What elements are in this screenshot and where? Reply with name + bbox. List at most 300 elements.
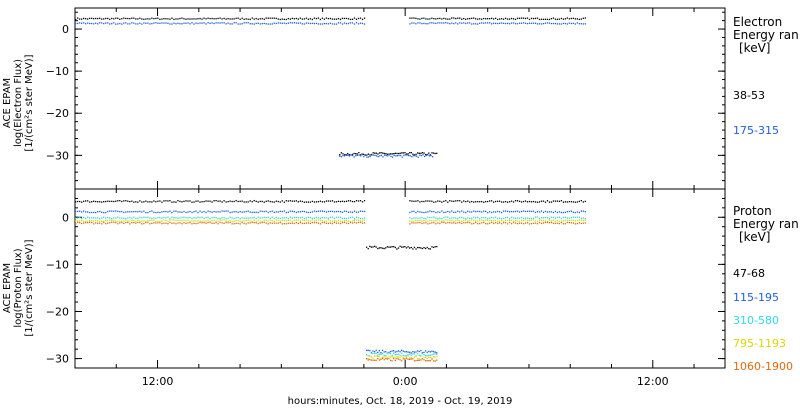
proton-series-115-195-point: [81, 211, 82, 212]
proton-series-310-580-point: [159, 217, 160, 218]
electron-series-175-315-point: [235, 22, 236, 23]
electron-series-175-315-point: [250, 23, 251, 24]
electron-series-38-53-point: [89, 18, 90, 19]
proton-series-310-580-point: [79, 217, 80, 218]
electron-series-175-315-point: [551, 23, 552, 24]
proton-series-115-195-point: [441, 210, 442, 211]
proton-series-115-195-point: [585, 211, 586, 212]
proton-series-310-580-point: [409, 217, 410, 218]
proton-series-47-68-point: [163, 200, 164, 201]
proton-series-1060-1900-point: [302, 223, 303, 224]
proton-series-310-580-point: [511, 217, 512, 218]
electron-series-38-53-point: [409, 18, 410, 19]
proton-series-795-1193-point: [473, 220, 474, 221]
proton-series-47-68-point: [308, 201, 309, 202]
proton-series-310-580-point: [119, 217, 120, 218]
proton-series-795-1193-point: [147, 220, 148, 221]
proton-series-115-195-point: [89, 212, 90, 213]
proton-series-47-68-point: [443, 201, 444, 202]
electron-series-38-53-point: [135, 18, 136, 19]
proton-series-47-68-point: [175, 202, 176, 203]
electron-series-175-315-point: [183, 23, 184, 24]
proton-series-795-1193-point: [435, 220, 436, 221]
proton-series-1060-1900-point: [455, 223, 456, 224]
proton-series-310-580-point: [310, 217, 311, 218]
proton-series-795-1193-point: [302, 219, 303, 220]
proton-series-1060-1900-point: [109, 222, 110, 223]
proton-series-310-580-point: [147, 217, 148, 218]
proton-series-1060-1900-point: [541, 223, 542, 224]
proton-series-47-68-point: [427, 200, 428, 201]
electron-series-38-53-point: [207, 18, 208, 19]
proton-series-310-580-point: [551, 217, 552, 218]
electron-series-175-315-dropout-point: [339, 155, 340, 156]
electron-series-38-53-dropout-point: [415, 154, 416, 155]
proton-series-47-68-point: [539, 201, 540, 202]
proton-series-310-580-point: [421, 217, 422, 218]
proton-series-115-195-point: [292, 211, 293, 212]
proton-series-1060-1900-point: [533, 223, 534, 224]
electron-series-175-315-point: [314, 23, 315, 24]
electron-series-175-315-point: [324, 23, 325, 24]
proton-series-1060-1900-point: [258, 223, 259, 224]
electron-series-175-315-point: [185, 23, 186, 24]
proton-series-47-68-point: [537, 202, 538, 203]
proton-series-310-580-dropout-point: [376, 353, 377, 354]
proton-series-310-580-point: [455, 217, 456, 218]
proton-series-47-68-point: [455, 200, 456, 201]
proton-series-115-195-point: [143, 211, 144, 212]
electron-series-38-53-point: [328, 18, 329, 19]
proton-series-1060-1900-dropout-point: [428, 360, 429, 361]
electron-series-38-53-point: [431, 18, 432, 19]
proton-series-795-1193-point: [415, 220, 416, 221]
proton-series-795-1193-point: [346, 220, 347, 221]
proton-series-47-68-dropout-point: [376, 246, 377, 247]
proton-series-47-68-dropout-point: [387, 246, 388, 247]
proton-series-115-195-point: [477, 211, 478, 212]
proton-series-47-68-point: [350, 200, 351, 201]
electron-series-175-315-point: [481, 22, 482, 23]
proton-series-310-580-point: [143, 217, 144, 218]
electron-series-175-315-dropout-point: [376, 155, 377, 156]
proton-series-47-68-dropout-point: [415, 248, 416, 249]
electron-series-38-53-point: [107, 18, 108, 19]
proton-series-310-580-point: [332, 217, 333, 218]
proton-series-795-1193-point: [145, 221, 146, 222]
electron-series-175-315-point: [308, 23, 309, 24]
proton-series-47-68-point: [503, 201, 504, 202]
electron-series-175-315-point: [306, 22, 307, 23]
proton-series-310-580-dropout-point: [417, 353, 418, 354]
proton-series-47-68-point: [330, 200, 331, 201]
proton-series-310-580-point: [583, 217, 584, 218]
proton-series-47-68-point: [151, 201, 152, 202]
electron-series-38-53-point: [547, 19, 548, 20]
proton-series-115-195-point: [169, 211, 170, 212]
proton-series-115-195-point: [266, 211, 267, 212]
proton-series-115-195-point: [139, 211, 140, 212]
proton-series-1060-1900-point: [503, 222, 504, 223]
proton-series-115-195-point: [435, 212, 436, 213]
proton-series-115-195-point: [545, 211, 546, 212]
proton-series-115-195-point: [254, 212, 255, 213]
proton-series-795-1193-point: [453, 221, 454, 222]
electron-series-175-315-point: [173, 23, 174, 24]
electron-series-38-53-point: [97, 18, 98, 19]
proton-series-795-1193-point: [352, 220, 353, 221]
proton-series-310-580-point: [497, 218, 498, 219]
proton-series-310-580-point: [264, 217, 265, 218]
proton-series-47-68-point: [461, 202, 462, 203]
electron-series-175-315-dropout-point: [408, 155, 409, 156]
proton-series-1060-1900-point: [583, 223, 584, 224]
proton-series-47-68-point: [429, 200, 430, 201]
proton-series-115-195-point: [233, 211, 234, 212]
electron-series-38-53-point: [531, 18, 532, 19]
proton-legend-item-310-580: 310-580: [733, 314, 779, 327]
electron-series-175-315-point: [521, 23, 522, 24]
electron-series-175-315-dropout-point: [363, 156, 364, 157]
electron-series-175-315-point: [143, 22, 144, 23]
electron-series-38-53-point: [262, 18, 263, 19]
proton-series-310-580-point: [423, 218, 424, 219]
proton-series-310-580-point: [326, 217, 327, 218]
proton-series-115-195-point: [203, 211, 204, 212]
proton-series-795-1193-dropout-point: [371, 356, 372, 357]
proton-series-310-580-point: [537, 216, 538, 217]
proton-series-47-68-point: [89, 201, 90, 202]
proton-series-310-580-point: [411, 218, 412, 219]
proton-series-310-580-dropout-point: [391, 355, 392, 356]
proton-series-310-580-point: [133, 216, 134, 217]
proton-series-47-68-point: [471, 201, 472, 202]
electron-series-175-315-point: [326, 23, 327, 24]
proton-series-1060-1900-point: [563, 223, 564, 224]
proton-series-47-68-point: [469, 201, 470, 202]
electron-y-tick-label: −10: [45, 65, 69, 79]
proton-series-795-1193-point: [205, 221, 206, 222]
proton-series-115-195-point: [298, 211, 299, 212]
electron-series-175-315-dropout-point: [403, 155, 404, 156]
proton-series-47-68-point: [477, 201, 478, 202]
electron-series-175-315-point: [459, 22, 460, 23]
electron-series-38-53-point: [193, 18, 194, 19]
proton-series-47-68-point: [244, 201, 245, 202]
proton-series-115-195-dropout-point: [420, 350, 421, 351]
proton-series-115-195-point: [447, 211, 448, 212]
proton-series-1060-1900-dropout-point: [369, 359, 370, 360]
electron-series-38-53-point: [515, 19, 516, 20]
proton-series-115-195-dropout-point: [401, 350, 402, 351]
proton-series-47-68-point: [179, 201, 180, 202]
proton-series-310-580-point: [165, 217, 166, 218]
proton-series-47-68-point: [99, 201, 100, 202]
electron-series-175-315-point: [97, 23, 98, 24]
proton-series-310-580-dropout-point: [430, 355, 431, 356]
proton-series-1060-1900-point: [187, 222, 188, 223]
electron-series-175-315-dropout-point: [427, 154, 428, 155]
proton-series-1060-1900-dropout-point: [431, 358, 432, 359]
electron-series-175-315-point: [83, 22, 84, 23]
electron-series-175-315-point: [569, 23, 570, 24]
proton-series-47-68-point: [360, 200, 361, 201]
proton-series-1060-1900-point: [95, 222, 96, 223]
proton-series-47-68-dropout-point: [420, 247, 421, 248]
proton-series-1060-1900-point: [268, 223, 269, 224]
electron-series-175-315-point: [238, 23, 239, 24]
electron-series-38-53-point: [163, 18, 164, 19]
electron-series-175-315-point: [117, 23, 118, 24]
electron-series-175-315-dropout-point: [389, 154, 390, 155]
electron-ylabel-line3: [1/(cm²s ster MeV)]: [24, 54, 35, 152]
proton-series-310-580-point: [246, 218, 247, 219]
proton-series-310-580-point: [306, 217, 307, 218]
proton-series-115-195-point: [421, 212, 422, 213]
electron-series-38-53-dropout-point: [420, 153, 421, 154]
proton-series-795-1193-point: [193, 220, 194, 221]
proton-series-795-1193-point: [585, 219, 586, 220]
electron-series-38-53-point: [555, 19, 556, 20]
electron-series-38-53-point: [173, 19, 174, 20]
proton-series-795-1193-point: [121, 221, 122, 222]
proton-series-310-580-point: [244, 218, 245, 219]
electron-series-175-315-point: [531, 23, 532, 24]
proton-series-310-580-point: [429, 217, 430, 218]
proton-series-1060-1900-point: [225, 222, 226, 223]
proton-series-115-195-point: [115, 210, 116, 211]
electron-series-38-53-point: [143, 19, 144, 20]
electron-series-175-315-point: [559, 23, 560, 24]
electron-series-38-53-point: [83, 18, 84, 19]
proton-series-795-1193-point: [207, 220, 208, 221]
proton-series-115-195-point: [519, 211, 520, 212]
proton-series-1060-1900-point: [231, 223, 232, 224]
proton-series-795-1193-point: [531, 220, 532, 221]
electron-series-175-315-point: [455, 22, 456, 23]
electron-series-175-315-point: [246, 22, 247, 23]
electron-series-175-315-dropout-point: [426, 155, 427, 156]
proton-series-310-580-point: [437, 218, 438, 219]
proton-series-1060-1900-point: [519, 223, 520, 224]
proton-series-47-68-point: [338, 201, 339, 202]
proton-series-115-195-point: [250, 211, 251, 212]
proton-series-1060-1900-point: [326, 223, 327, 224]
electron-series-38-53-point: [171, 17, 172, 18]
proton-series-1060-1900-point: [505, 222, 506, 223]
electron-series-38-53-dropout-point: [339, 154, 340, 155]
proton-series-1060-1900-point: [272, 223, 273, 224]
proton-series-795-1193-point: [545, 220, 546, 221]
proton-series-795-1193-dropout-point: [399, 357, 400, 358]
proton-series-310-580-point: [539, 218, 540, 219]
proton-series-795-1193-dropout-point: [419, 358, 420, 359]
proton-series-1060-1900-point: [358, 222, 359, 223]
electron-series-38-53-dropout-point: [431, 152, 432, 153]
proton-series-1060-1900-point: [211, 223, 212, 224]
electron-series-175-315-point: [535, 23, 536, 24]
proton-series-47-68-point: [411, 200, 412, 201]
proton-series-115-195-point: [362, 211, 363, 212]
electron-series-38-53-dropout-point: [422, 152, 423, 153]
electron-series-38-53-point: [439, 18, 440, 19]
proton-series-1060-1900-point: [137, 222, 138, 223]
electron-series-38-53-point: [457, 18, 458, 19]
electron-series-175-315-point: [290, 22, 291, 23]
proton-series-115-195-point: [155, 212, 156, 213]
proton-series-47-68-point: [129, 201, 130, 202]
proton-series-47-68-point: [195, 201, 196, 202]
proton-series-115-195-dropout-point: [425, 350, 426, 351]
proton-series-795-1193-point: [485, 220, 486, 221]
proton-series-310-580-point: [527, 217, 528, 218]
proton-series-115-195-point: [177, 211, 178, 212]
proton-series-795-1193-point: [344, 220, 345, 221]
proton-series-310-580-point: [328, 218, 329, 219]
proton-series-47-68-dropout-point: [374, 246, 375, 247]
proton-series-47-68-dropout-point: [425, 248, 426, 249]
proton-series-795-1193-point: [481, 220, 482, 221]
proton-series-47-68-point: [513, 201, 514, 202]
proton-series-115-195-point: [201, 212, 202, 213]
proton-series-795-1193-point: [439, 220, 440, 221]
electron-series-175-315-dropout-point: [429, 155, 430, 156]
electron-series-38-53-dropout-point: [392, 153, 393, 154]
proton-series-795-1193-point: [563, 220, 564, 221]
proton-series-47-68-point: [254, 200, 255, 201]
proton-series-47-68-point: [157, 201, 158, 202]
proton-series-310-580-point: [274, 218, 275, 219]
proton-series-47-68-point: [169, 200, 170, 201]
electron-series-175-315-point: [272, 23, 273, 24]
proton-series-795-1193-point: [465, 219, 466, 220]
proton-series-1060-1900-point: [419, 222, 420, 223]
proton-series-115-195-point: [352, 212, 353, 213]
proton-series-310-580-point: [344, 218, 345, 219]
proton-series-310-580-point: [362, 218, 363, 219]
electron-series-175-315-point: [81, 23, 82, 24]
proton-series-1060-1900-point: [312, 222, 313, 223]
electron-series-38-53-point: [161, 18, 162, 19]
electron-series-38-53-point: [231, 18, 232, 19]
electron-series-175-315-point: [169, 23, 170, 24]
proton-series-47-68-point: [415, 201, 416, 202]
proton-series-310-580-point: [463, 217, 464, 218]
proton-series-795-1193-point: [318, 219, 319, 220]
proton-series-115-195-dropout-point: [368, 350, 369, 351]
proton-series-310-580-point: [242, 217, 243, 218]
proton-series-310-580-point: [579, 217, 580, 218]
electron-series-38-53-point: [197, 18, 198, 19]
proton-series-310-580-dropout-point: [368, 355, 369, 356]
proton-series-1060-1900-dropout-point: [406, 358, 407, 359]
proton-series-47-68-point: [296, 200, 297, 201]
electron-series-38-53-point: [429, 18, 430, 19]
proton-series-47-68-dropout-point: [369, 246, 370, 247]
proton-series-795-1193-point: [87, 221, 88, 222]
proton-series-310-580-point: [312, 218, 313, 219]
proton-series-47-68-point: [250, 200, 251, 201]
proton-series-310-580-dropout-point: [403, 355, 404, 356]
proton-series-47-68-dropout-point: [382, 248, 383, 249]
electron-series-175-315-dropout-point: [368, 156, 369, 157]
proton-series-47-68-dropout-point: [398, 247, 399, 248]
proton-series-795-1193-point: [103, 221, 104, 222]
electron-series-175-315-point: [487, 22, 488, 23]
electron-series-175-315-dropout-point: [394, 155, 395, 156]
proton-series-795-1193-point: [503, 221, 504, 222]
proton-series-795-1193-point: [213, 219, 214, 220]
proton-series-47-68-point: [579, 201, 580, 202]
proton-series-47-68-point: [185, 200, 186, 201]
proton-series-1060-1900-point: [298, 223, 299, 224]
proton-series-795-1193-point: [280, 220, 281, 221]
proton-series-47-68-point: [497, 201, 498, 202]
proton-series-1060-1900-point: [511, 223, 512, 224]
proton-series-47-68-point: [147, 201, 148, 202]
electron-series-175-315-point: [276, 23, 277, 24]
electron-series-38-53-dropout-point: [358, 152, 359, 153]
electron-series-175-315-point: [288, 23, 289, 24]
proton-series-310-580-point: [545, 217, 546, 218]
proton-series-47-68-point: [336, 201, 337, 202]
electron-y-tick-label: 0: [62, 23, 69, 37]
electron-series-175-315-dropout-point: [419, 154, 420, 155]
proton-series-310-580-point: [191, 218, 192, 219]
proton-series-47-68-dropout-point: [422, 248, 423, 249]
proton-series-795-1193-point: [242, 220, 243, 221]
proton-series-1060-1900-point: [354, 222, 355, 223]
electron-series-175-315-point: [330, 23, 331, 24]
electron-series-175-315-point: [131, 22, 132, 23]
proton-series-115-195-point: [117, 211, 118, 212]
proton-series-1060-1900-point: [431, 222, 432, 223]
electron-series-38-53-point: [569, 18, 570, 19]
proton-series-115-195-point: [551, 211, 552, 212]
proton-series-1060-1900-dropout-point: [403, 358, 404, 359]
electron-series-38-53-dropout-point: [412, 154, 413, 155]
electron-series-38-53-dropout-point: [363, 154, 364, 155]
proton-series-47-68-dropout-point: [372, 246, 373, 247]
proton-series-310-580-point: [294, 217, 295, 218]
proton-series-795-1193-point: [109, 219, 110, 220]
proton-series-310-580-point: [268, 217, 269, 218]
proton-series-47-68-point: [211, 201, 212, 202]
proton-series-115-195-point: [223, 211, 224, 212]
proton-series-115-195-point: [316, 211, 317, 212]
electron-series-38-53-point: [455, 18, 456, 19]
proton-series-1060-1900-point: [409, 223, 410, 224]
proton-series-115-195-point: [471, 211, 472, 212]
proton-series-795-1193-point: [451, 220, 452, 221]
electron-legend-item-175-315: 175-315: [733, 124, 779, 137]
proton-series-1060-1900-point: [567, 222, 568, 223]
proton-series-310-580-point: [567, 217, 568, 218]
proton-series-310-580-dropout-point: [379, 353, 380, 354]
proton-series-795-1193-dropout-point: [391, 356, 392, 357]
proton-series-310-580-point: [523, 218, 524, 219]
proton-series-1060-1900-point: [294, 223, 295, 224]
electron-series-38-53-point: [248, 19, 249, 20]
proton-series-115-195-point: [531, 211, 532, 212]
proton-series-1060-1900-dropout-point: [368, 359, 369, 360]
electron-series-175-315-point: [113, 22, 114, 23]
proton-series-795-1193-point: [527, 220, 528, 221]
proton-series-47-68-dropout-point: [417, 247, 418, 248]
electron-series-175-315-dropout-point: [365, 154, 366, 155]
proton-series-47-68-dropout-point: [414, 247, 415, 248]
proton-series-795-1193-point: [425, 221, 426, 222]
